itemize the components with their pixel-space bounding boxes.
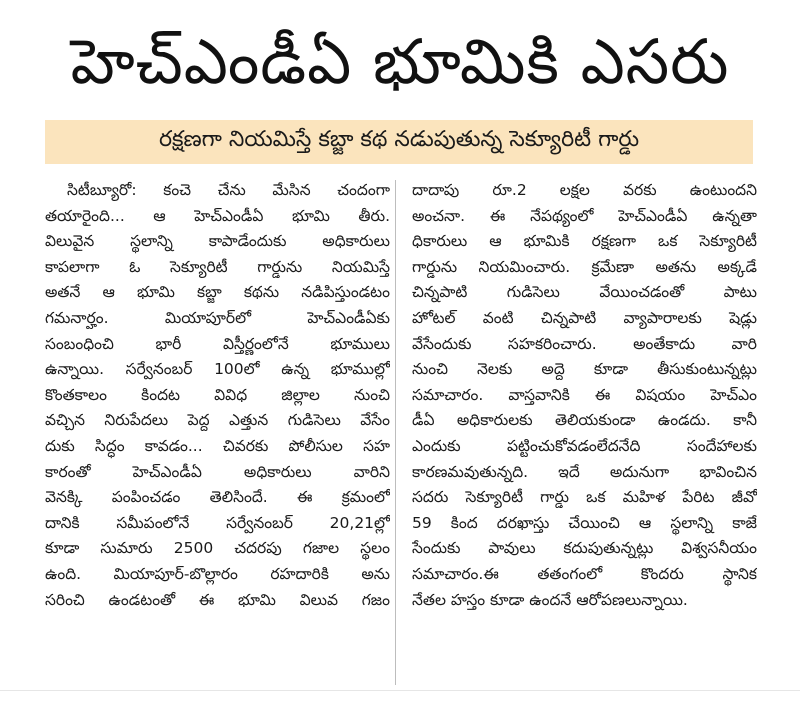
body-line: సమాచారం.ఈ తతంగంలో కొందరు స్థానిక <box>412 564 757 583</box>
page-bottom-rule <box>0 690 800 691</box>
body-line: ఎందుకు పట్టించుకోవడంలేదనేది సందేహాలకు <box>412 436 757 455</box>
body-line: కారంతో హెచ్‌ఎండీఏ అధికారులు వారిని <box>45 462 390 481</box>
body-line: డీఏ అధికారులకు తెలియకుండా ఉండదు. కానీ <box>412 411 757 430</box>
body-line: సదరు సెక్యూరిటీ గార్డు ఒక మహిళ పేరిట జీవో <box>412 488 757 507</box>
body-line: తయారైంది... ఆ హెచ్‌ఎండీఏ భూమి తీరు. <box>45 206 390 225</box>
body-line: వెనక్కి పంపించడం తెలిసిందే. ఈ క్రమంలో <box>45 488 390 507</box>
body-line: చిన్నపాటి గుడిసెలు వేయించడంతో పాటు <box>412 283 757 302</box>
body-line: వచ్చిన నిరుపేదలు పెద్ద ఎత్తున గుడిసెలు వేసేం <box>45 411 390 430</box>
body-line: కారణమవుతున్నది. ఇదే అదునుగా భావించిన <box>412 462 757 481</box>
article-body-right-column <box>412 178 757 613</box>
article-body-left-column <box>45 178 390 613</box>
body-line: విలువైన స్థలాన్ని కాపాడేందుకు అధికారులు <box>45 232 390 251</box>
body-line: అంచనా. ఈ నేపథ్యంలో హెచ్‌ఎండీఏ ఉన్నతా <box>412 206 757 225</box>
body-line: 59 కింద దరఖాస్తు చేయించి ఆ స్థలాన్ని కాజే <box>412 513 757 532</box>
body-line: నుంచి నెలకు అద్దె కూడా తీసుకుంటున్నట్లు <box>412 360 757 379</box>
body-line: దానికి సమీపంలోనే సర్వేనంబర్ 20,21ల్లో <box>45 513 390 532</box>
body-line: హోటల్ వంటి చిన్నపాటి వ్యాపారాలకు షెడ్లు <box>412 308 757 327</box>
body-line: సరించి ఉండటంతో ఈ భూమి విలువ గజం <box>45 590 390 609</box>
article-subheadline: రక్షణగా నియమిస్తే కబ్జా కథ నడుపుతున్న సెక్యూరిటీ గార్డు <box>45 120 753 164</box>
body-line: ఉంది. మియాపూర్-బొల్లారం రహదారికి అను <box>45 564 390 583</box>
body-line: వేసేందుకు సహకరించారు. అంతేకాదు వారి <box>412 334 757 353</box>
body-line: కాపలాగా ఓ సెక్యూరిటీ గార్డును నియమిస్తే <box>45 257 390 276</box>
body-line: సిటీబ్యూరో: కంచె చేను మేసిన చందంగా <box>67 181 390 199</box>
body-line: ఉన్నాయి. సర్వేనంబర్ 100లో ఉన్న భూముల్లో <box>45 360 390 379</box>
article-headline: హెచ్‌ఎండీఏ భూమికి ఎసరు <box>70 25 730 98</box>
body-line: దాదాపు రూ.2 లక్షల వరకు ఉంటుందని <box>412 181 757 199</box>
body-line: నేతల హస్తం కూడా ఉందనే ఆరోపణలున్నాయి. <box>412 590 688 609</box>
body-line: అతనే ఆ భూమి కబ్జా కథను నడిపిస్తుండటం <box>45 283 390 302</box>
body-line: దుకు సిద్ధం కావడం... చివరకు పోలీసుల సహ <box>45 436 390 455</box>
column-divider <box>395 180 396 685</box>
body-line: గార్డును నియమించారు. క్రమేణా అతను అక్కడే <box>412 257 757 276</box>
body-line: గమనార్హం. మియాపూర్‌లో హెచ్‌ఎండీఏకు <box>45 308 390 327</box>
body-line: సమాచారం. వాస్తవానికి ఈ విషయం హెచ్‌ఎం <box>412 385 757 404</box>
body-line: సంబంధించి భారీ విస్తీర్ణంలోనే భూములు <box>45 334 390 353</box>
body-line: ధికారులు ఆ భూమికి రక్షణగా ఒక సెక్యూరిటీ <box>412 232 757 251</box>
body-line: సేందుకు పావులు కదుపుతున్నట్లు విశ్వసనీయం <box>412 539 757 558</box>
body-line: కూడా సుమారు 2500 చదరపు గజాల స్థలం <box>45 539 390 558</box>
body-line: కొంతకాలం కిందట వివిధ జిల్లాల నుంచి <box>45 385 390 404</box>
